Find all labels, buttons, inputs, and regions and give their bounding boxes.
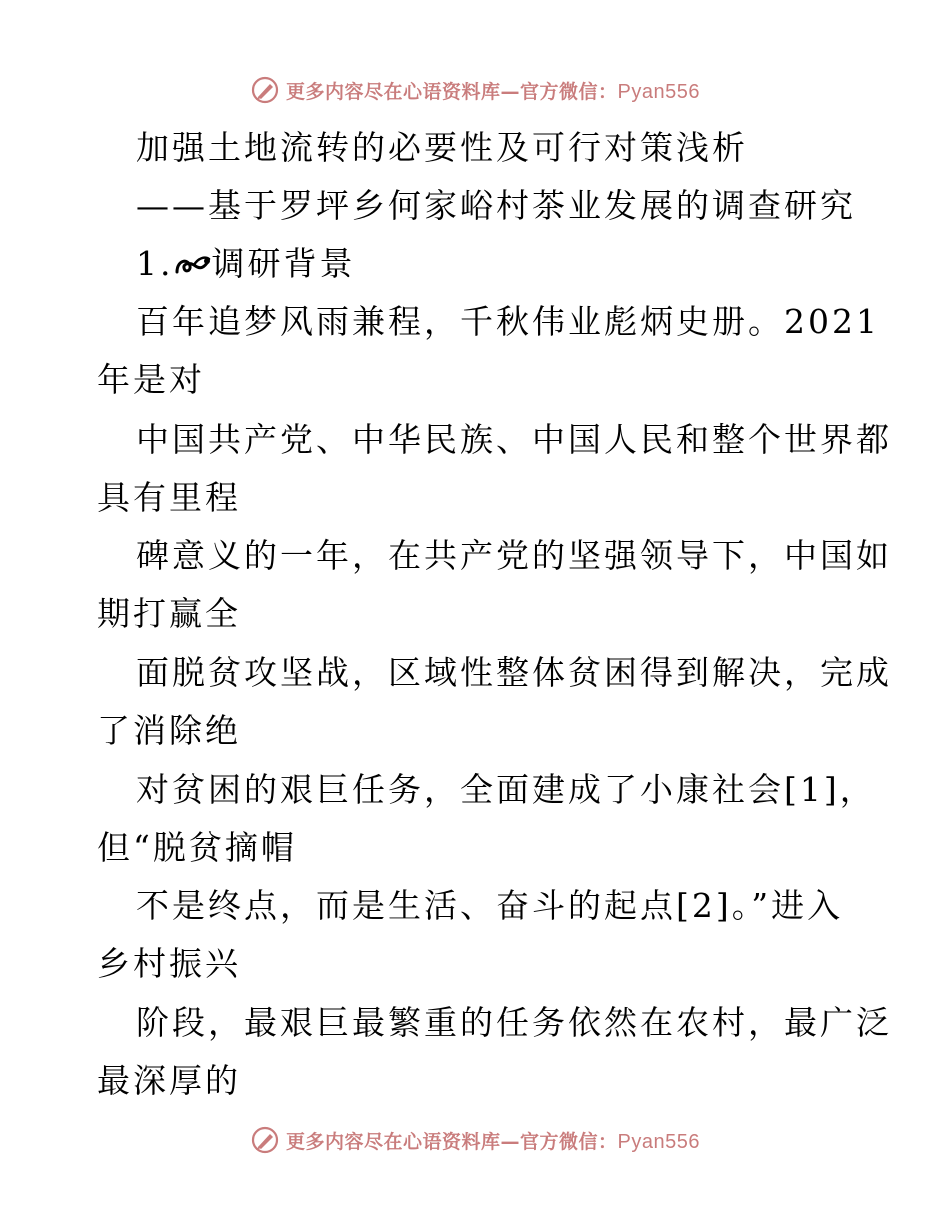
body-line: 具有里程 [97, 478, 241, 517]
body-line: 对贫困的艰巨任务，全面建成了小康社会[1]， [136, 770, 876, 809]
body-line: 了消除绝 [97, 711, 241, 750]
body-line: 期打赢全 [97, 594, 241, 633]
document-title: 加强土地流转的必要性及可行对策浅析 [136, 128, 748, 167]
body-line: 阶段，最艰巨最繁重的任务依然在农村，最广泛 [136, 1003, 892, 1042]
section-number: 1. [136, 244, 174, 283]
watermark-wechat-id: Pyan556 [617, 1130, 700, 1153]
watermark-footer [0, 1120, 950, 1160]
watermark-wechat-id: Pyan556 [617, 80, 700, 103]
body-line: 面脱贫攻坚战，区域性整体贫困得到解决，完成 [136, 653, 892, 692]
body-line: 年是对 [97, 360, 205, 399]
curl-ornament-icon [174, 252, 212, 278]
body-line: 乡村振兴 [97, 944, 241, 983]
body-line: 最深厚的 [97, 1061, 241, 1100]
body-line: 不是终点，而是生活、奋斗的起点[2]。”进入 [136, 886, 844, 925]
watermark-text: 更多内容尽在心语资料库—官方微信： [286, 80, 618, 103]
section-title: 调研背景 [211, 244, 356, 283]
body-line: 碑意义的一年，在共产党的坚强领导下，中国如 [136, 536, 892, 575]
pen-seal-icon [250, 1125, 280, 1155]
body-line: 但“脱贫摘帽 [97, 828, 297, 867]
document-subtitle: ——基于罗坪乡何家峪村茶业发展的调查研究 [136, 186, 856, 225]
watermark-text: 更多内容尽在心语资料库—官方微信： [286, 1130, 618, 1153]
section-heading [136, 244, 356, 284]
body-line: 百年追梦风雨兼程，千秋伟业彪炳史册。2021 [136, 302, 880, 341]
body-line: 中国共产党、中华民族、中国人民和整个世界都 [136, 420, 892, 459]
